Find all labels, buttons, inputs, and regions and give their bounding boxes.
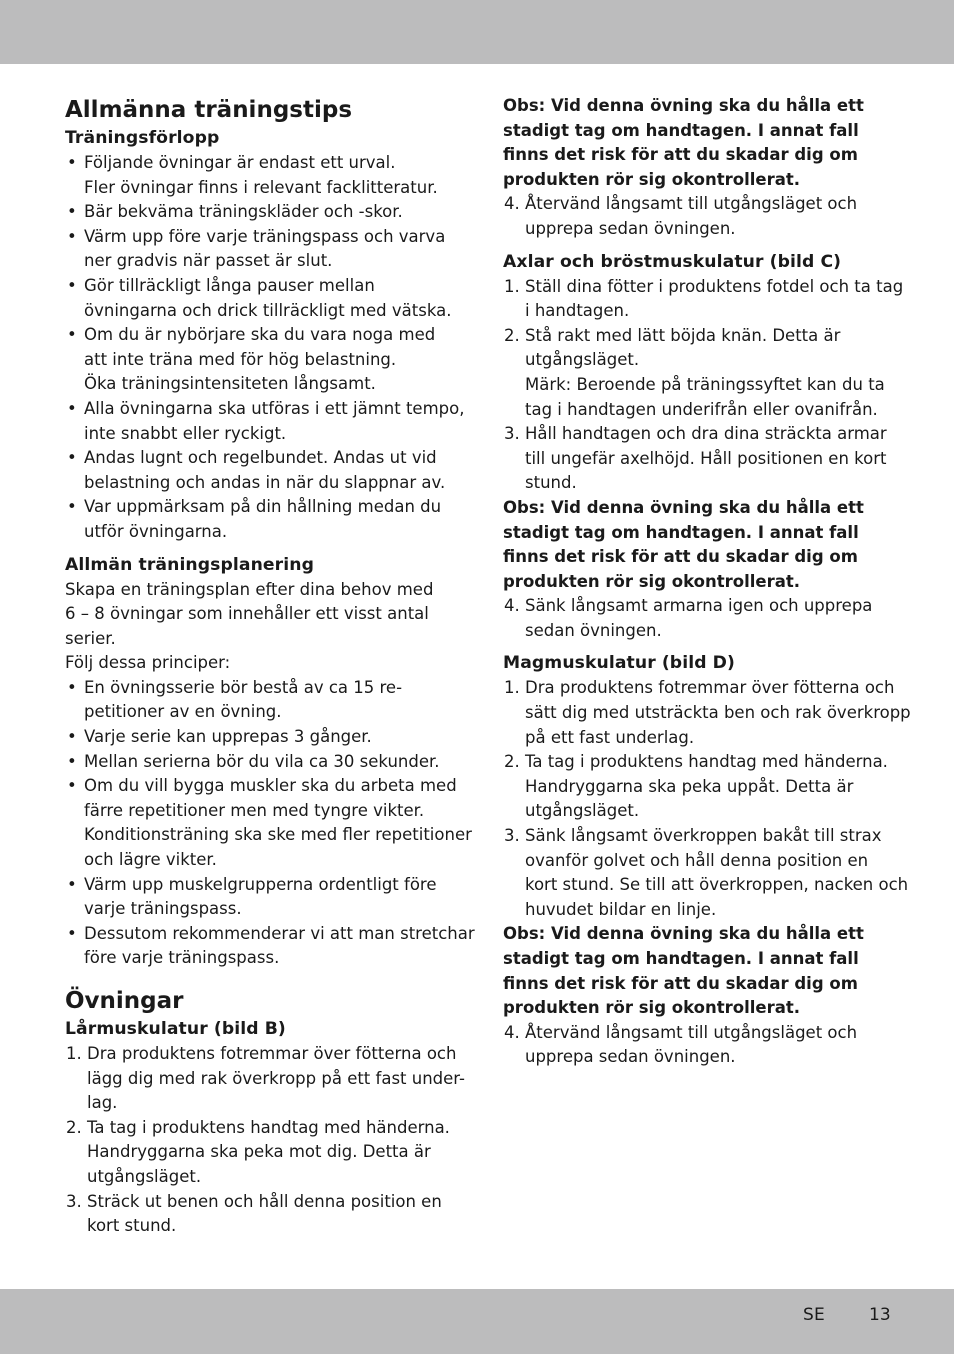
text-line: huvudet bildar en linje.	[525, 899, 717, 919]
text-line: ner gradvis när passet är slut.	[84, 251, 333, 271]
left-column	[65, 94, 475, 1239]
step-number: 2.	[504, 325, 520, 345]
bullet-icon: •	[67, 398, 77, 418]
text-line: Följande övningar är endast ett urval.	[84, 153, 396, 172]
text-line: kort stund.	[87, 1216, 177, 1236]
text-line: sedan övningen.	[525, 620, 662, 640]
text-line: Obs: Vid denna övning ska du hålla ett	[503, 497, 864, 517]
step-item	[503, 192, 895, 241]
section-title-exercises: Övningar	[65, 988, 184, 1014]
warning-note-thigh	[503, 94, 895, 192]
text-line: ovanför golvet och håll denna position en	[525, 850, 869, 870]
text-line: Om du är nybörjare ska du vara noga med	[84, 325, 436, 345]
text-line: produkten rör sig okontrollerat.	[503, 169, 801, 189]
header-bar	[0, 0, 954, 64]
principles-list	[65, 676, 475, 971]
bullet-item	[65, 151, 457, 200]
text-line: kort stund. Se till att överkroppen, nacken och	[525, 875, 909, 895]
language-code: SE	[803, 1305, 825, 1325]
text-line: upprepa sedan övningen.	[525, 1047, 736, 1067]
text-line: Andas lugnt och regelbundet. Andas ut vid	[84, 448, 437, 468]
planning-paragraph	[65, 578, 457, 652]
step-item	[503, 824, 909, 922]
text-line: tag i handtagen underifrån eller ovanifrån.	[525, 399, 878, 419]
text-line: Konditionsträning ska ske med fler repetitioner	[84, 825, 472, 845]
text-line: upprepa sedan övningen.	[525, 218, 736, 238]
text-line: övningarna och drick tillräckligt med vätska.	[84, 300, 452, 320]
right-column	[503, 94, 911, 1070]
text-line: Ställ dina fötter i produktens fotdel och ta tag	[525, 276, 904, 296]
shoulder-steps-list	[503, 275, 904, 496]
bullet-item	[65, 922, 475, 971]
text-line: Märk: Beroende på träningssyftet kan du ta	[525, 374, 885, 394]
section-title-training-tips: Allmänna träningstips	[65, 97, 353, 123]
text-line: Sänk långsamt överkroppen bakåt till strax	[525, 826, 882, 846]
step-item	[503, 1021, 895, 1070]
text-line: utgångsläget.	[525, 350, 640, 370]
text-line: 6 – 8 övningar som innehåller ett visst antal	[65, 604, 429, 624]
text-line: Håll handtagen och dra dina sträckta armar	[525, 424, 887, 444]
text-line: produkten rör sig okontrollerat.	[503, 571, 801, 591]
text-line: Sträck ut benen och håll denna position en	[87, 1191, 442, 1211]
text-line: Värm upp muskelgrupperna ordentligt före	[84, 874, 437, 894]
text-line: stadigt tag om handtagen. I annat fall	[503, 949, 859, 968]
text-line: Varje serie kan upprepas 3 gånger.	[84, 727, 372, 747]
bullet-icon: •	[67, 677, 77, 697]
bullet-icon: •	[67, 751, 77, 771]
text-line: och lägre vikter.	[84, 850, 217, 870]
step-number: 3.	[504, 826, 520, 846]
step-number: 2.	[66, 1117, 82, 1137]
bullet-icon: •	[67, 325, 77, 345]
text-line: utgångsläget.	[87, 1166, 202, 1186]
page-number: 13	[869, 1305, 891, 1325]
text-line: lägg dig med rak överkropp på ett fast under-	[87, 1068, 465, 1088]
step-number: 4.	[504, 596, 520, 616]
text-line: finns det risk för att du skadar dig om	[503, 547, 858, 567]
step-item	[65, 1190, 457, 1239]
step-number: 3.	[66, 1191, 82, 1211]
step-item	[65, 1116, 457, 1190]
text-line: Dra produktens fotremmar över fötterna och	[525, 678, 895, 698]
bullet-icon: •	[67, 275, 77, 295]
step-number: 2.	[504, 752, 520, 772]
text-line: färre repetitioner men med tyngre vikter.	[84, 800, 425, 820]
text-line: på ett fast underlag.	[525, 727, 695, 747]
bullet-item	[65, 495, 457, 544]
bullet-item	[65, 774, 472, 872]
step-item	[503, 676, 911, 750]
abdominal-steps-list	[503, 676, 911, 922]
bullet-icon: •	[67, 923, 77, 943]
bullet-icon: •	[67, 727, 77, 747]
text-line: Skapa en träningsplan efter dina behov med	[65, 579, 434, 599]
bullet-item	[65, 725, 457, 750]
thigh-steps-list	[65, 1042, 465, 1239]
bullet-icon: •	[67, 776, 77, 796]
bullet-icon: •	[67, 153, 77, 172]
step-item	[65, 1042, 465, 1116]
bullet-item	[65, 446, 457, 495]
text-line: utför övningarna.	[84, 521, 228, 541]
text-line: En övningsserie bör bestå av ca 15 re-	[84, 677, 403, 697]
training-course-list	[65, 151, 465, 545]
text-line: Stå rakt med lätt böjda knän. Detta är	[525, 325, 841, 345]
bullet-icon: •	[67, 497, 77, 517]
text-line: Återvänd långsamt till utgångsläget och	[525, 1022, 858, 1042]
text-line: stund.	[525, 473, 577, 493]
text-line: utgångsläget.	[525, 801, 640, 821]
text-line: finns det risk för att du skadar dig om	[503, 973, 858, 993]
text-line: serier.	[65, 628, 116, 648]
step-item	[503, 324, 895, 422]
thigh-step-4	[503, 192, 895, 241]
text-line: stadigt tag om handtagen. I annat fall	[503, 522, 859, 542]
text-line: Alla övningarna ska utföras i ett jämnt tempo,	[84, 398, 465, 418]
subheading-abdominal: Magmuskulatur (bild D)	[503, 653, 735, 674]
bullet-icon: •	[67, 448, 77, 468]
subheading-training-course: Träningsförlopp	[65, 128, 220, 148]
subheading-shoulder-chest: Axlar och bröstmuskulatur (bild C)	[503, 251, 842, 272]
text-line: stadigt tag om handtagen. I annat fall	[503, 120, 859, 140]
bullet-item	[65, 676, 457, 725]
text-line: Dra produktens fotremmar över fötterna och	[87, 1044, 457, 1063]
abdominal-step-4	[503, 1021, 895, 1070]
text-line: petitioner av en övning.	[84, 702, 282, 722]
text-line: Sänk långsamt armarna igen och upprepa	[525, 596, 873, 616]
step-item	[503, 422, 895, 496]
step-item	[503, 275, 904, 324]
text-line: Mellan serierna bör du vila ca 30 sekunder.	[84, 751, 440, 771]
text-line: Obs: Vid denna övning ska du hålla ett	[503, 924, 864, 944]
text-line: Ta tag i produktens handtag med händerna.	[87, 1117, 450, 1137]
text-line: Gör tillräckligt långa pauser mellan	[84, 275, 375, 295]
text-line: Om du vill bygga muskler ska du arbeta med	[84, 776, 457, 796]
step-number: 4.	[504, 194, 520, 214]
text-line: Fler övningar finns i relevant facklitteratur.	[84, 177, 438, 197]
step-number: 3.	[504, 424, 520, 444]
bullet-icon: •	[67, 226, 77, 246]
text-line: till ungefär axelhöjd. Håll positionen en kort	[525, 448, 887, 468]
text-line: sätt dig med utsträckta ben och rak överkropp	[525, 703, 911, 723]
shoulder-step-4	[503, 594, 895, 643]
text-line: Handryggarna ska peka mot dig. Detta är	[87, 1142, 431, 1162]
step-number: 1.	[66, 1044, 82, 1063]
step-number: 4.	[504, 1022, 520, 1042]
text-line: Värm upp före varje träningspass och varva	[84, 226, 446, 246]
subheading-training-planning: Allmän träningsplanering	[65, 554, 314, 575]
text-line: varje träningspass.	[84, 899, 242, 919]
bullet-item	[65, 274, 457, 323]
principles-intro: Följ dessa principer:	[65, 653, 231, 673]
text-line: inte snabbt eller ryckigt.	[84, 423, 287, 443]
warning-note-abdominal	[503, 922, 895, 1020]
text-line: Öka träningsintensiteten långsamt.	[84, 374, 376, 394]
bullet-item	[65, 397, 465, 446]
text-line: Dessutom rekommenderar vi att man stretchar	[84, 923, 475, 943]
bullet-icon: •	[67, 874, 77, 894]
text-line: belastning och andas in när du slappnar av.	[84, 472, 446, 492]
text-line: Obs: Vid denna övning ska du hålla ett	[503, 96, 864, 115]
text-line: före varje träningspass.	[84, 948, 280, 968]
warning-note-shoulder	[503, 496, 895, 594]
text-line: att inte träna med för hög belastning.	[84, 349, 397, 369]
text-line: lag.	[87, 1093, 118, 1113]
step-item	[503, 750, 895, 824]
text-line: Handryggarna ska peka uppåt. Detta är	[525, 776, 854, 796]
step-number: 1.	[504, 276, 520, 296]
bullet-item	[65, 225, 457, 274]
step-item	[503, 594, 895, 643]
subheading-thigh-muscles: Lårmuskulatur (bild B)	[65, 1019, 286, 1039]
bullet-item	[65, 750, 457, 775]
bullet-icon: •	[67, 202, 77, 222]
text-line: Återvänd långsamt till utgångsläget och	[525, 194, 858, 214]
text-line: i handtagen.	[525, 301, 630, 321]
bullet-item	[65, 873, 457, 922]
text-line: Var uppmärksam på din hållning medan du	[84, 497, 442, 517]
text-line: finns det risk för att du skadar dig om	[503, 145, 858, 165]
text-line: Ta tag i produktens handtag med händerna.	[525, 752, 888, 772]
bullet-item	[65, 323, 457, 397]
bullet-item	[65, 200, 457, 225]
step-number: 1.	[504, 678, 520, 698]
text-line: produkten rör sig okontrollerat.	[503, 998, 801, 1018]
text-line: Bär bekväma träningskläder och -skor.	[84, 202, 403, 222]
